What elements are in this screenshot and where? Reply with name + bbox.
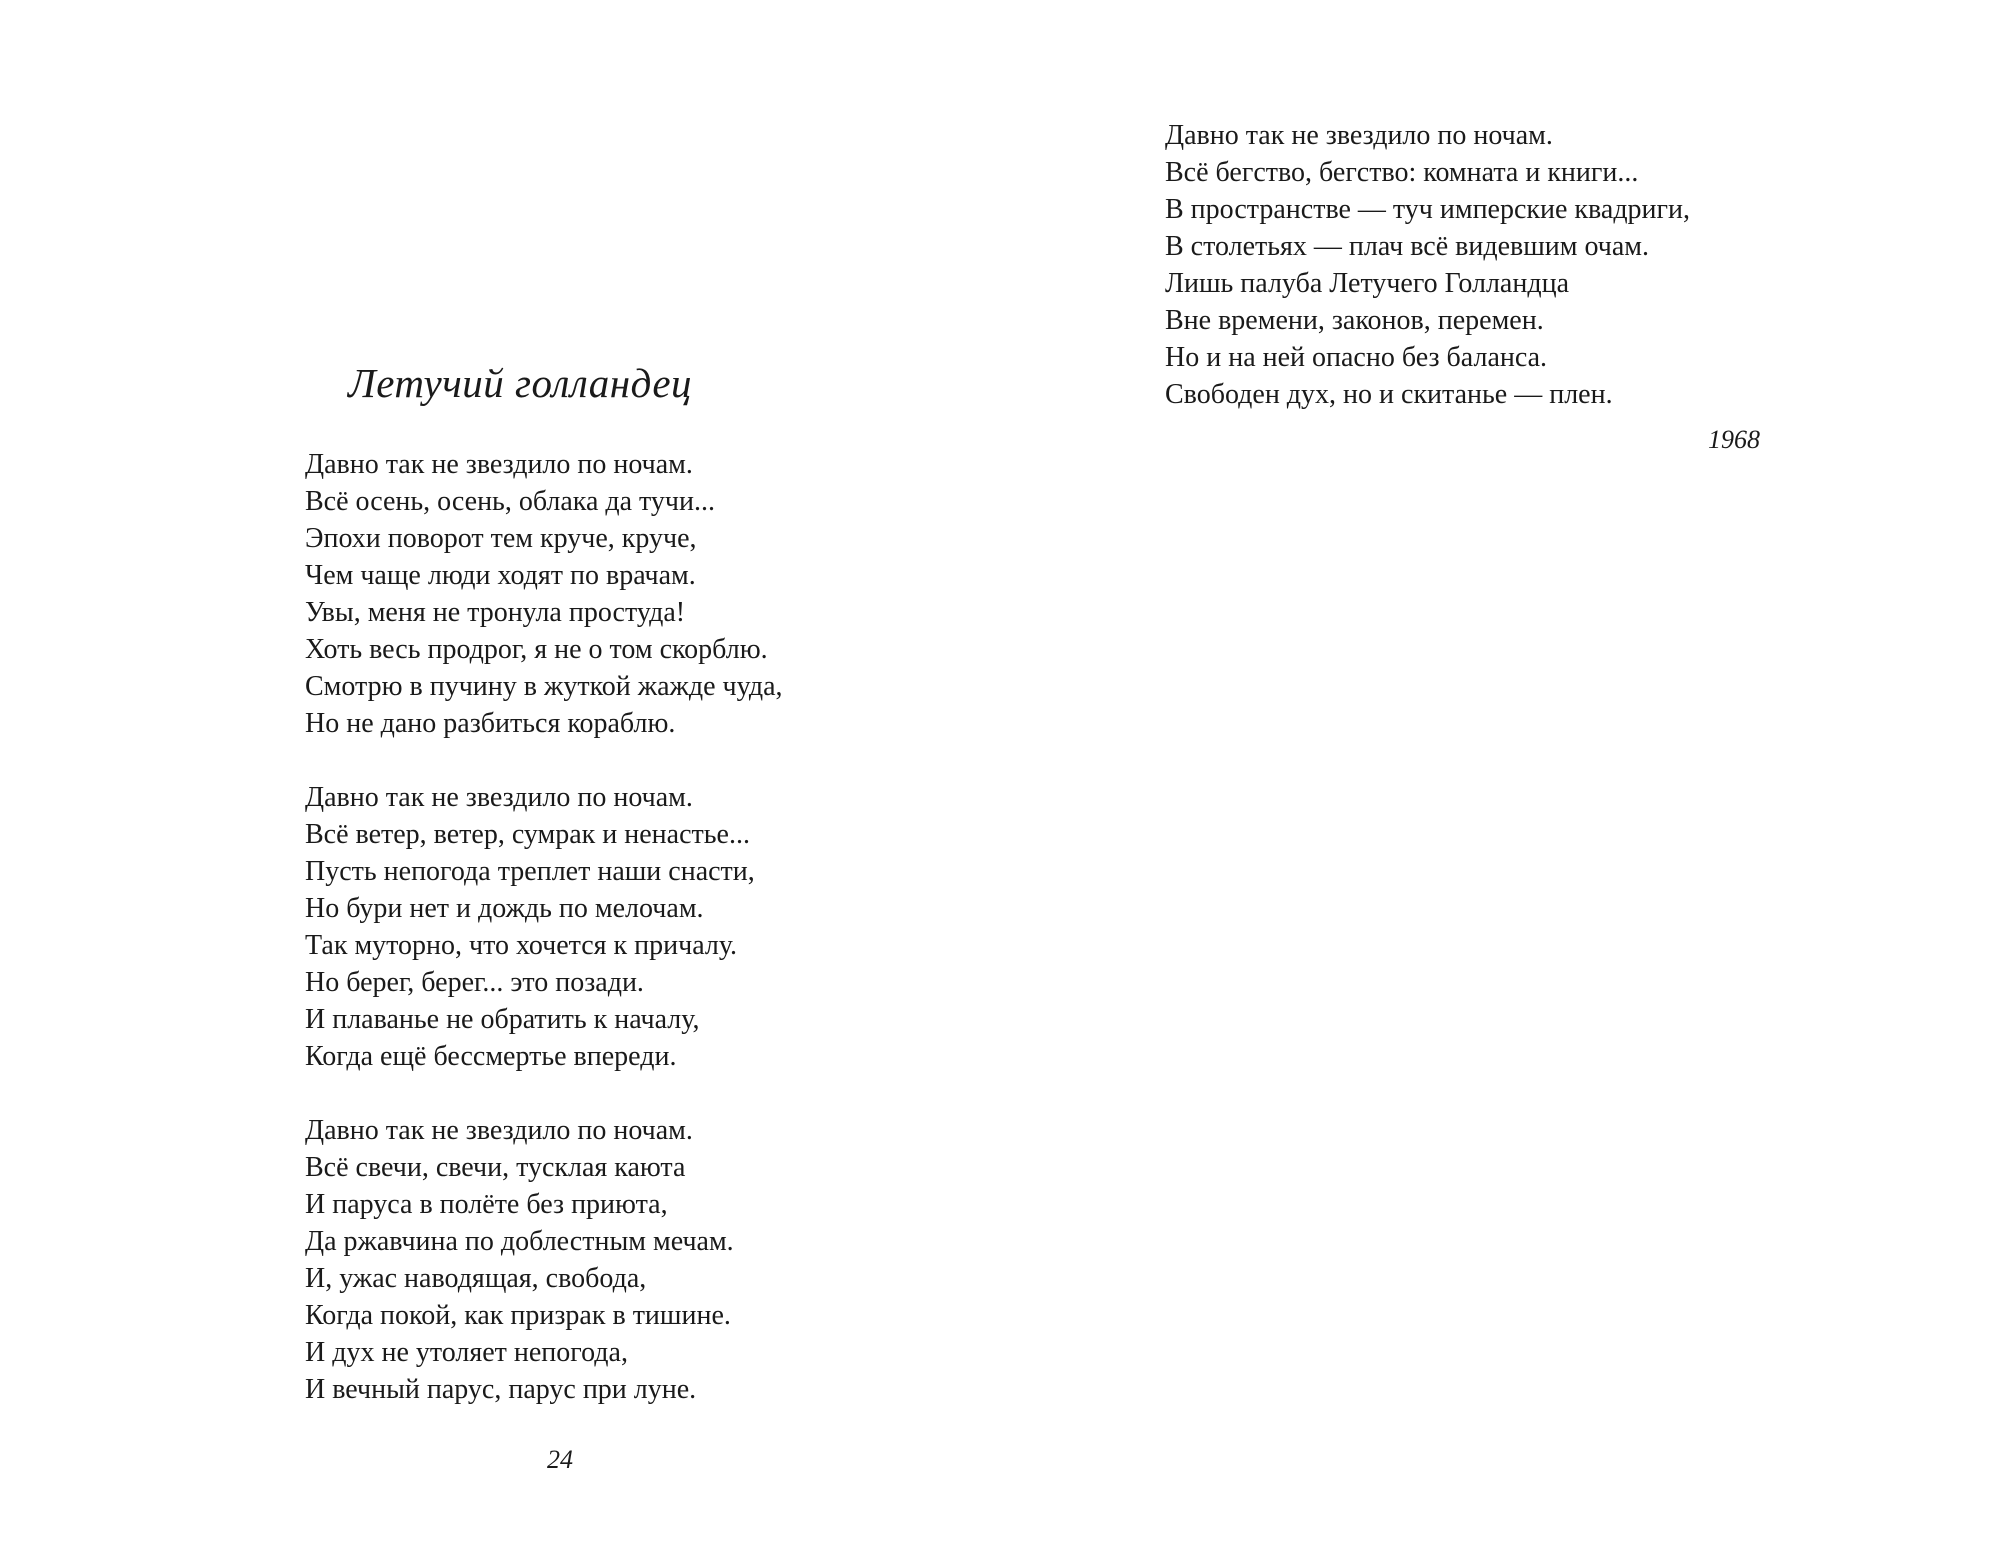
poem-line: Эпохи поворот тем круче, круче, xyxy=(305,523,697,554)
stanza-1 xyxy=(305,446,783,742)
poem-line: Так муторно, что хочется к причалу. xyxy=(305,930,738,961)
poem-line: Когда ещё бессмертье впереди. xyxy=(305,1041,677,1072)
poem-line: Давно так не звездило по ночам. xyxy=(1165,120,1553,151)
poem-line: И вечный парус, парус при луне. xyxy=(305,1374,697,1405)
poem-line: Всё бегство, бегство: комната и книги... xyxy=(1165,157,1639,188)
poem-line: И плаванье не обратить к началу, xyxy=(305,1004,700,1035)
right-page xyxy=(998,0,1996,1566)
poem-line: Всё ветер, ветер, сумрак и ненастье... xyxy=(305,819,750,850)
stanza-3 xyxy=(305,1112,734,1408)
poem-line: Чем чаще люди ходят по врачам. xyxy=(305,560,696,591)
poem-line: И дух не утоляет непогода, xyxy=(305,1337,628,1368)
poem-line: Вне времени, законов, перемен. xyxy=(1165,305,1544,336)
stanza-2 xyxy=(305,779,755,1075)
poem-line: Давно так не звездило по ночам. xyxy=(305,782,693,813)
poem-line: Когда покой, как призрак в тишине. xyxy=(305,1300,731,1331)
poem-line: Давно так не звездило по ночам. xyxy=(305,449,693,480)
poem-title: Летучий голландец xyxy=(347,360,693,406)
poem-line: Всё свечи, свечи, тусклая каюта xyxy=(305,1152,686,1183)
poem-date: 1968 xyxy=(1708,425,1760,454)
poem-line: И, ужас наводящая, свобода, xyxy=(305,1263,647,1294)
poem-line: Да ржавчина по доблестным мечам. xyxy=(305,1226,734,1257)
poem-line: Но бури нет и дождь по мелочам. xyxy=(305,893,704,924)
poem-line: Давно так не звездило по ночам. xyxy=(305,1115,693,1146)
poem-line: Свободен дух, но и скитанье — плен. xyxy=(1165,379,1613,410)
poem-line: Пусть непогода треплет наши снасти, xyxy=(305,856,755,887)
poem-line: Но не дано разбиться кораблю. xyxy=(305,708,676,739)
poem-line: Но берег, берег... это позади. xyxy=(305,967,644,998)
poem-line: Смотрю в пучину в жуткой жажде чуда, xyxy=(305,671,783,702)
poem-line: Увы, меня не тронула простуда! xyxy=(305,597,686,628)
poem-line: И паруса в полёте без приюта, xyxy=(305,1189,668,1220)
stanza-4 xyxy=(1165,117,1690,413)
page-number: 24 xyxy=(547,1445,573,1474)
poem-line: Хоть весь продрог, я не о том скорблю. xyxy=(305,634,768,665)
poem-line: В пространстве — туч имперские квадриги, xyxy=(1165,194,1691,225)
poem-line: Но и на ней опасно без баланса. xyxy=(1165,342,1548,373)
poem-line: Лишь палуба Летучего Голландца xyxy=(1165,268,1570,299)
poem-line: Всё осень, осень, облака да тучи... xyxy=(305,486,715,517)
poem-line: В столетьях — плач всё видевшим очам. xyxy=(1165,231,1650,262)
